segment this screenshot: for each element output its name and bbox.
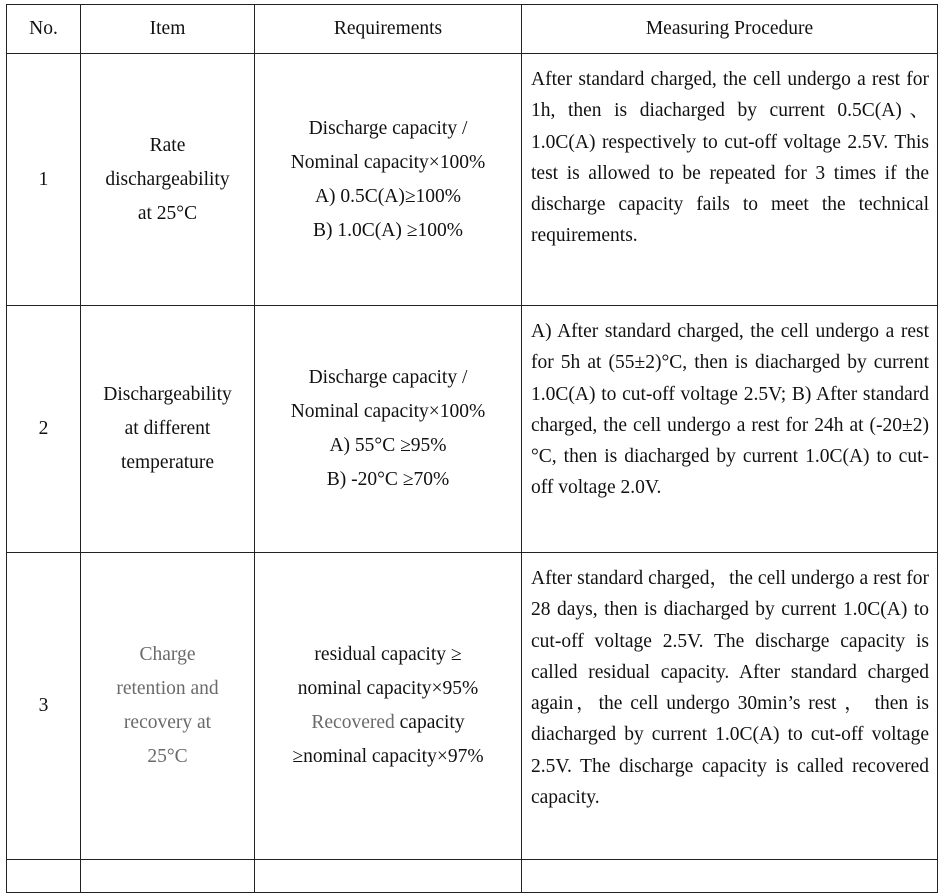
table-row — [7, 54, 938, 306]
requirement-line: Discharge capacity / — [308, 117, 468, 139]
item-line: Charge — [139, 644, 196, 665]
item-line: temperature — [120, 452, 215, 473]
item-line: recovery at — [123, 712, 212, 733]
requirements-cell — [255, 553, 522, 860]
requirement-line: nominal capacity×95% — [297, 678, 479, 699]
item-line: dischargeability — [105, 168, 230, 190]
capacity-word: capacity — [399, 712, 465, 733]
table-row — [7, 306, 938, 553]
item-line: Dischargeability — [103, 384, 232, 405]
requirement-line: Nominal capacity×100% — [290, 401, 486, 422]
table-row — [7, 860, 938, 893]
header-requirements: Requirements — [255, 5, 522, 54]
table-row — [7, 553, 938, 860]
item-line: Rate — [149, 134, 186, 156]
requirements-cell — [255, 54, 522, 306]
item-cell — [81, 54, 255, 306]
requirement-line: Discharge capacity / — [308, 367, 468, 388]
requirement-line: ≥nominal capacity×97% — [292, 746, 484, 767]
procedure-cell: A) After standard charged, the cell undergo a rest for 5h at (55±2)°C, then is diacharged by current 1.0C(A) to cut-off voltage 2.5V; B) After standard charged, the cell undergo a rest for 24h at (-20±2)°C, then is diacharged by current 1.0C(A) to cut-off voltage 2.0V. — [522, 306, 938, 553]
requirement-line: B) 1.0C(A) ≥100% — [313, 219, 463, 241]
row-number: 2 — [7, 306, 81, 553]
header-item: Item — [81, 5, 255, 54]
requirement-line: Nominal capacity×100% — [290, 151, 486, 173]
header-no: No. — [7, 5, 81, 54]
header-procedure: Measuring Procedure — [522, 5, 938, 54]
procedure-cell: After standard charged, the cell undergo a rest for 1h, then is diacharged by current 0.5C(A)、1.0C(A) respectively to cut-off voltage 2.5V. This test is allowed to be repeated for 3 times if the discharge capacity fails to meet the technical requirements. — [522, 54, 938, 306]
header-row — [7, 5, 938, 54]
item-line: at 25°C — [137, 202, 198, 224]
item-cell — [81, 306, 255, 553]
recovered-word: Recovered — [311, 712, 395, 733]
empty-cell — [81, 860, 255, 893]
empty-cell — [255, 860, 522, 893]
row-number: 3 — [7, 553, 81, 860]
requirement-line — [259, 706, 517, 740]
item-cell — [81, 553, 255, 860]
requirements-cell — [255, 306, 522, 553]
item-line: 25°C — [147, 746, 188, 767]
requirement-line: B) -20°C ≥70% — [326, 469, 450, 490]
requirement-line: A) 55°C ≥95% — [329, 435, 447, 456]
procedure-cell: After standard charged，the cell undergo a rest for 28 days, then is diacharged by current 1.0C(A) to cut-off voltage 2.5V. The discharge capacity is called residual capacity. After standard charged again，the cell undergo 30min’s rest ， then is diacharged by current 1.0C(A) to cut-off voltage 2.5V. The discharge capacity is called recovered capacity. — [522, 553, 938, 860]
empty-cell — [522, 860, 938, 893]
spec-table — [6, 4, 938, 893]
requirement-line: residual capacity ≥ — [314, 644, 462, 665]
item-line: retention and — [116, 678, 219, 699]
item-line: at different — [124, 418, 211, 439]
row-number: 1 — [7, 54, 81, 306]
requirement-line: A) 0.5C(A)≥100% — [314, 185, 462, 207]
empty-cell — [7, 860, 81, 893]
